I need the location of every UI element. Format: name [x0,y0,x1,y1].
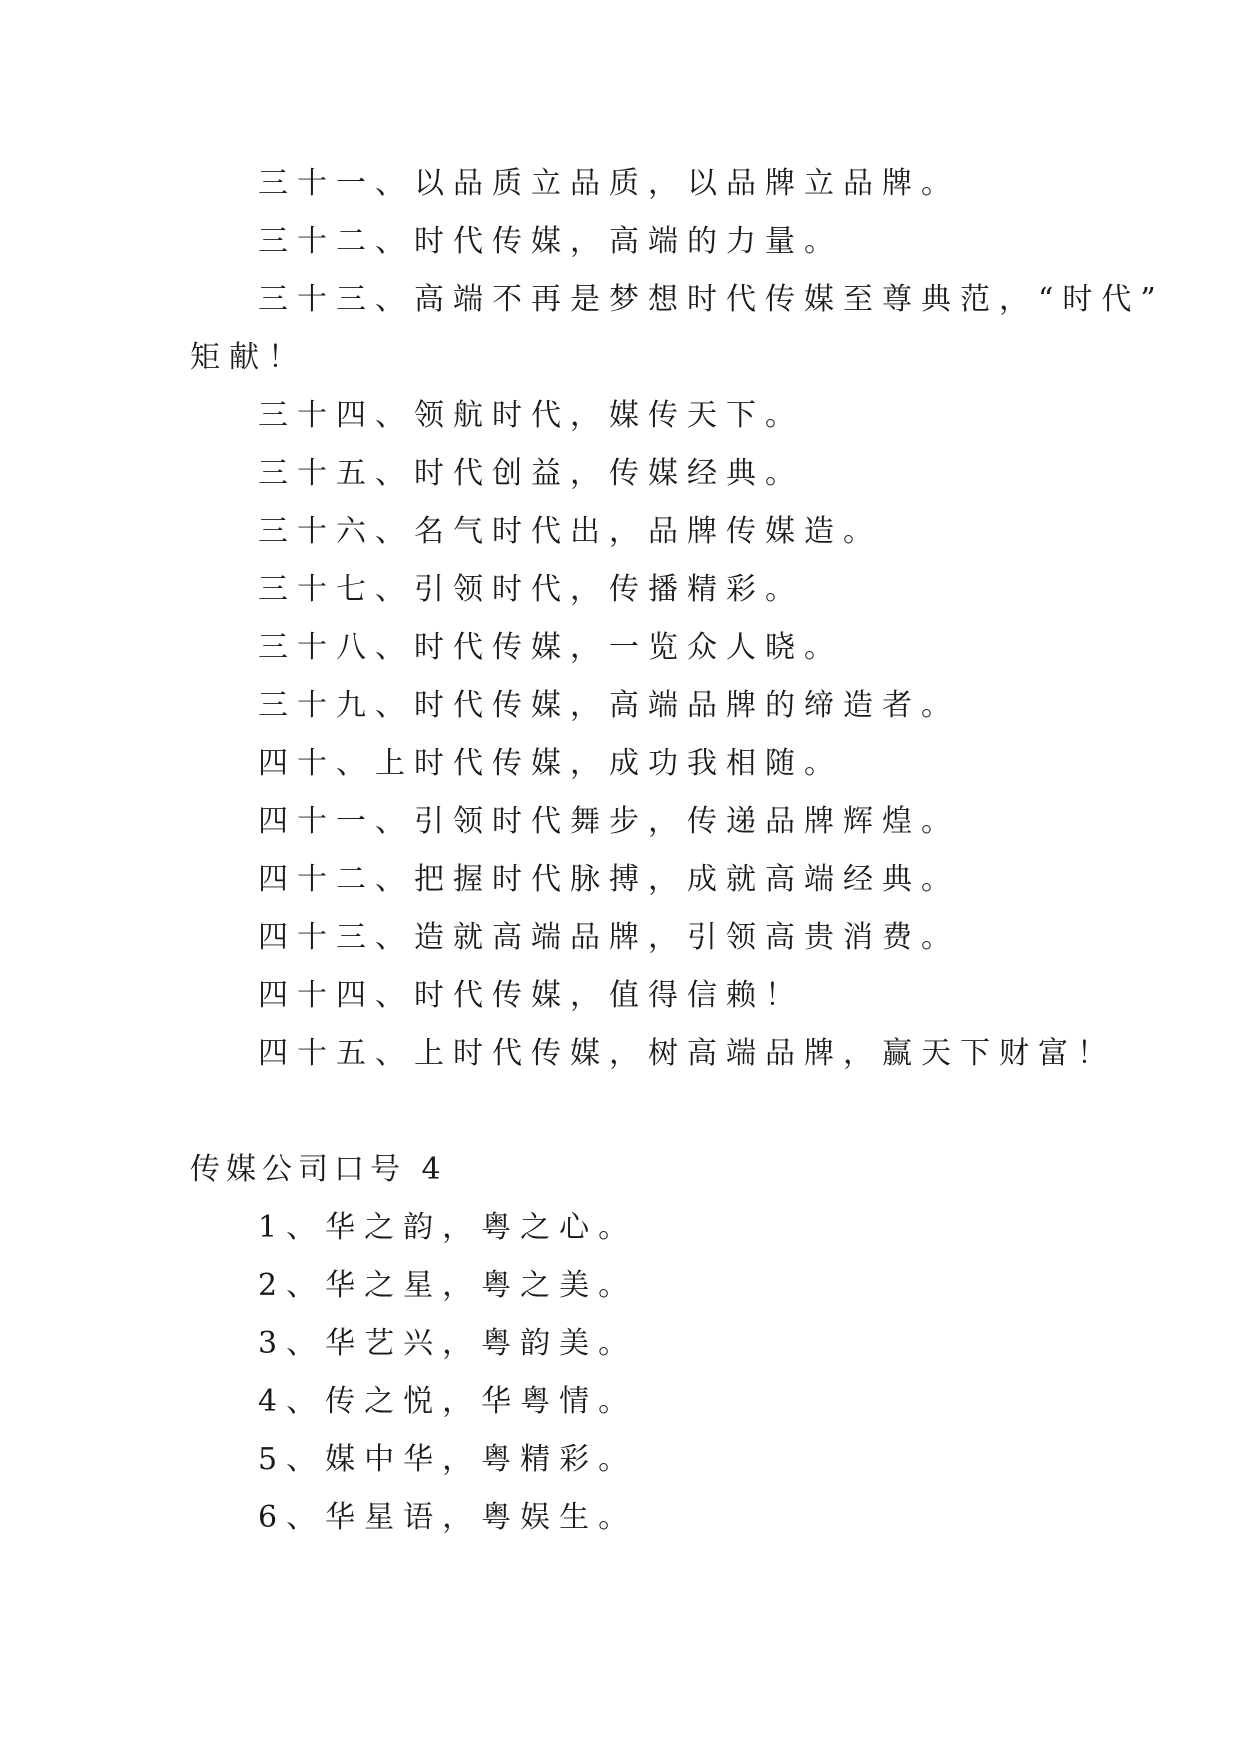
slogan-31: 三十一、以品质立品质，以品牌立品牌。 [258,166,960,201]
slogan-36: 三十六、名气时代出，品牌传媒造。 [258,514,882,549]
section-title: 传媒公司口号 4 [190,1152,447,1187]
slogan-33: 三十三、高端不再是梦想时代传媒至尊典范，“时代” [258,282,1165,317]
list-item: 2、华之星，粤之美。 [258,1268,638,1303]
list-item: 6、华星语，粤娱生。 [258,1500,638,1535]
list-item: 5、媒中华，粤精彩。 [258,1442,638,1477]
slogan-38: 三十八、时代传媒，一览众人晓。 [258,630,843,665]
slogan-43: 四十三、造就高端品牌，引领高贵消费。 [258,920,960,955]
slogan-39: 三十九、时代传媒，高端品牌的缔造者。 [258,688,960,723]
list-item: 4、传之悦，华粤情。 [258,1384,638,1419]
slogan-33-continuation: 矩献！ [190,340,307,375]
slogan-44: 四十四、时代传媒，值得信赖！ [258,978,804,1013]
list-item: 1、华之韵，粤之心。 [258,1210,638,1245]
slogan-37: 三十七、引领时代，传播精彩。 [258,572,804,607]
slogan-32: 三十二、时代传媒，高端的力量。 [258,224,843,259]
list-item: 3、华艺兴，粤韵美。 [258,1326,638,1361]
slogan-34: 三十四、领航时代，媒传天下。 [258,398,804,433]
slogan-35: 三十五、时代创益，传媒经典。 [258,456,804,491]
slogan-40: 四十、上时代传媒，成功我相随。 [258,746,843,781]
slogan-42: 四十二、把握时代脉搏，成就高端经典。 [258,862,960,897]
slogan-41: 四十一、引领时代舞步，传递品牌辉煌。 [258,804,960,839]
slogan-45: 四十五、上时代传媒，树高端品牌，赢天下财富！ [258,1036,1116,1071]
